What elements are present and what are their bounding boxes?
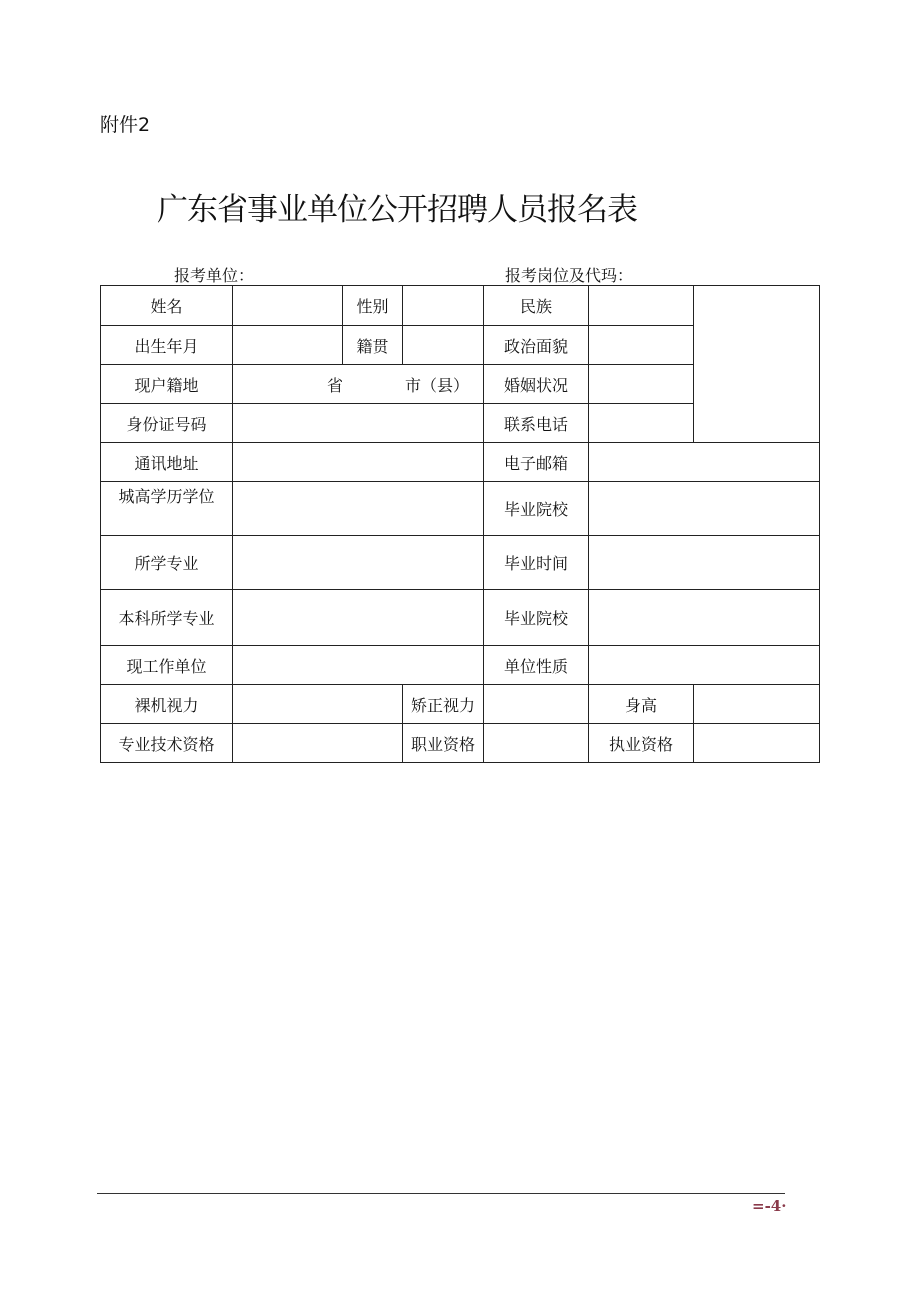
photo-box[interactable] [694, 286, 820, 443]
phone-field[interactable] [589, 404, 694, 443]
political-status-label: 政治面貌 [484, 326, 589, 365]
residence-label: 现户籍地 [101, 365, 233, 404]
name-label: 姓名 [101, 286, 233, 326]
form-row-major [101, 536, 820, 590]
practice-qualification-label: 执业资格 [589, 724, 694, 763]
name-field[interactable] [233, 286, 343, 326]
highest-degree-label: 城高学历学位 [101, 482, 233, 536]
page-title: 广东省事业单位公开招聘人员报名表 [157, 192, 637, 228]
major-field[interactable] [233, 536, 484, 590]
major-label: 所学专业 [101, 536, 233, 590]
employer-type-field[interactable] [589, 646, 820, 685]
professional-qualification-field[interactable] [233, 724, 403, 763]
birth-label: 出生年月 [101, 326, 233, 365]
form-row-undergrad [101, 590, 820, 646]
id-number-field[interactable] [233, 404, 484, 443]
vocational-qualification-label: 职业资格 [403, 724, 484, 763]
graduate-school-label: 毕业院校 [484, 482, 589, 536]
email-field[interactable] [589, 443, 820, 482]
undergrad-school-field[interactable] [589, 590, 820, 646]
form-row-qualifications [101, 724, 820, 763]
highest-degree-field[interactable] [233, 482, 484, 536]
corrected-vision-label: 矫正视力 [403, 685, 484, 724]
practice-qualification-field[interactable] [694, 724, 820, 763]
undergrad-major-field[interactable] [233, 590, 484, 646]
undergrad-school-label: 毕业院校 [484, 590, 589, 646]
graduation-time-label: 毕业时间 [484, 536, 589, 590]
ethnicity-field[interactable] [589, 286, 694, 326]
form-row-address [101, 443, 820, 482]
height-label: 身高 [589, 685, 694, 724]
employer-type-label: 单位性质 [484, 646, 589, 685]
form-row-name [101, 286, 820, 326]
address-label: 通讯地址 [101, 443, 233, 482]
apply-post-label: 报考岗位及代玛： [505, 266, 634, 285]
corrected-vision-field[interactable] [484, 685, 589, 724]
current-employer-label: 现工作单位 [101, 646, 233, 685]
id-number-label: 身份证号码 [101, 404, 233, 443]
application-form-table [100, 285, 820, 763]
professional-qualification-label: 专业技术资格 [101, 724, 233, 763]
form-row-vision [101, 685, 820, 724]
email-label: 电子邮箱 [484, 443, 589, 482]
graduation-time-field[interactable] [589, 536, 820, 590]
native-place-label: 籍贯 [343, 326, 403, 365]
height-field[interactable] [694, 685, 820, 724]
political-status-field[interactable] [589, 326, 694, 365]
form-row-degree [101, 482, 820, 536]
undergrad-major-label: 本科所学专业 [101, 590, 233, 646]
footer-divider [97, 1193, 785, 1194]
phone-label: 联系电话 [484, 404, 589, 443]
residence-city-label: 市（县） [404, 375, 469, 395]
residence-field[interactable] [233, 365, 484, 404]
birth-field[interactable] [233, 326, 343, 365]
current-employer-field[interactable] [233, 646, 484, 685]
native-place-field[interactable] [403, 326, 484, 365]
gender-field[interactable] [403, 286, 484, 326]
residence-province-label: 省 [326, 375, 343, 395]
form-row-employer [101, 646, 820, 685]
gender-label: 性别 [343, 286, 403, 326]
apply-unit-label: 报考单位： [174, 266, 255, 285]
page-number: =-4· [752, 1197, 787, 1215]
address-field[interactable] [233, 443, 484, 482]
marital-status-label: 婚姻状况 [484, 365, 589, 404]
marital-status-field[interactable] [589, 365, 694, 404]
ethnicity-label: 民族 [484, 286, 589, 326]
graduate-school-field[interactable] [589, 482, 820, 536]
naked-vision-field[interactable] [233, 685, 403, 724]
vocational-qualification-field[interactable] [484, 724, 589, 763]
attachment-label: 附件2 [100, 114, 151, 136]
naked-vision-label: 裸机视力 [101, 685, 233, 724]
